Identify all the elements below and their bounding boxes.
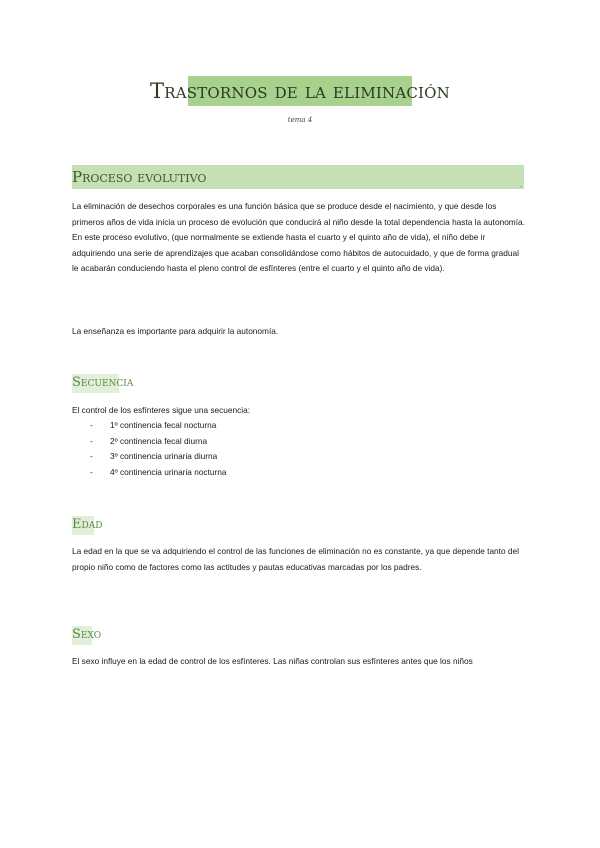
sexo-paragraph [72,654,527,670]
section-bar-marker: . [520,180,523,189]
list-item-text: 4º continencia urinaria nocturna [110,466,227,477]
list-item [72,449,527,465]
intro-paragraph-3 [72,324,527,340]
list-item [72,418,527,434]
section-title: Proceso evolutivo [72,168,207,186]
list-bullet: - [90,466,93,477]
list-bullet: - [90,435,93,446]
edad-paragraph-text: La edad en la que se va adquiriendo el control de las funciones de eliminación no es constante, ya que depende tanto del propio niño como de factores como las actitudes y pautas educativas marcadas por los padres. [72,546,519,572]
intro-paragraph-3-text: La enseñanza es importante para adquirir la autonomía. [72,326,279,336]
intro-paragraphs [72,199,527,277]
sexo-heading: Sexo [72,627,102,642]
document-subtitle: tema 4 [287,116,313,124]
secuencia-intro-text: El control de los esfínteres sigue una secuencia: [72,405,251,415]
secuencia-list [72,418,527,480]
sexo-paragraph-text: El sexo influye en la edad de control de los esfínteres. Las niñas controlan sus esfínteres antes que los niños [72,656,473,666]
list-item-text: 2º continencia fecal diurna [110,435,208,446]
list-item [72,465,527,481]
list-item-text: 3º continencia urinaria diurna [110,451,218,461]
edad-heading: Edad [72,517,103,532]
list-item [72,434,527,450]
edad-paragraph [72,544,527,575]
list-item-text: 1º continencia fecal nocturna [110,420,217,430]
document-title [150,76,451,106]
document-title-text: Trastornos de la eliminación [150,79,451,103]
list-bullet: - [90,451,93,461]
intro-paragraph-2: En este proceso evolutivo, (que normalmente se extiende hasta el cuarto y el quinto año de vida), el niño debe ir adquiriendo una serie de aprendizajes que acaban consolidándose como hábitos de autocuidado, y que de forma gradual le acabarán conduciendo hasta el pleno control de esfínteres (entre el cuarto y el quinto año de vida). [72,232,519,273]
intro-paragraph-1: La eliminación de desechos corporales es una función básica que se produce desde el nacimiento, y que desde los primeros años de vida inicia un proceso de evolución que conducirá al niño desde la total dependencia hasta la autonomía. [72,201,525,227]
secuencia-heading: Secuencia [72,375,134,390]
list-bullet: - [90,420,93,430]
secuencia-intro [72,403,527,419]
